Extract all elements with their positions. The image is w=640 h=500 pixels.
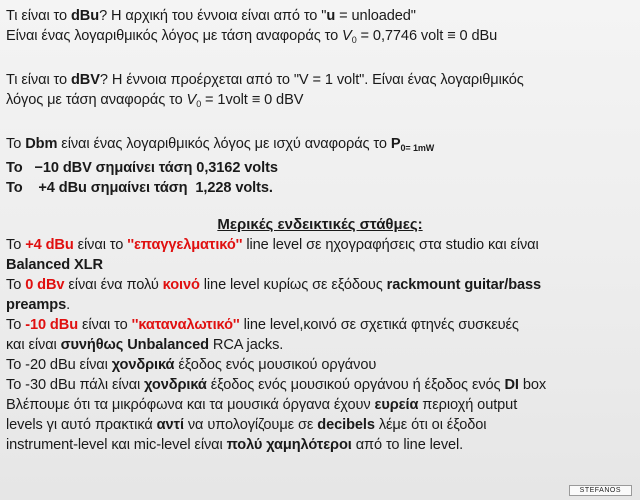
text-fragment: = unloaded"	[335, 8, 416, 24]
term-preamps: preamps	[6, 297, 67, 313]
term-rackmount: rackmount guitar/bass	[386, 277, 542, 293]
term-wide: ευρεία	[374, 397, 419, 413]
dbu-definition-line	[6, 26, 634, 50]
symbol-v: V	[186, 92, 197, 108]
text-fragment: από το line level.	[351, 437, 464, 453]
dbv-definition-line	[6, 90, 634, 114]
value-0-dbv: 0 dBv	[25, 277, 65, 293]
term-roughly: χονδρικά	[144, 377, 207, 393]
level-minus20-line	[6, 355, 634, 375]
term-u: u	[326, 8, 336, 24]
text-fragment: line level κυρίως σε εξόδους	[199, 277, 387, 293]
term-dbu: dBu	[70, 8, 100, 24]
text-fragment: να υπολογίζουμε σε	[183, 417, 318, 433]
text-fragment: instrument-level και mic-level είναι	[6, 437, 227, 453]
text-fragment: και είναι	[6, 337, 61, 353]
text-fragment: Βλέπουμε ότι τα μικρόφωνα και τα μουσικά όργανα έχουν	[6, 397, 375, 413]
term-common: κοινό	[162, 277, 200, 293]
text-fragment: RCA jacks.	[208, 337, 284, 353]
text-fragment: line level σε ηχογραφήσεις στα studio και είναι	[242, 237, 539, 253]
term-decibels: decibels	[317, 417, 375, 433]
spacer	[6, 198, 634, 212]
term-unbalanced: συνήθως Unbalanced	[60, 337, 209, 353]
dbu-question-line	[6, 6, 634, 26]
text-fragment: λέμε ότι οι έξοδοι	[374, 417, 487, 433]
text-fragment: Το -20 dBu είναι	[6, 357, 112, 373]
summary-line-1	[6, 395, 634, 415]
subscript-zero: 0	[196, 99, 202, 109]
spacer	[6, 50, 634, 70]
author-badge: STEFANOS	[569, 485, 632, 496]
text-fragment: line level,κοινό σε σχετικά φτηνές συσκευές	[239, 317, 519, 333]
term-roughly: χονδρικά	[111, 357, 175, 373]
summary-line-2	[6, 415, 634, 435]
text-fragment: λόγος με τάση αναφοράς το	[6, 92, 187, 108]
preamps-line	[6, 295, 634, 315]
text-fragment: έξοδος ενός μουσικού οργάνου ή έξοδος ενός	[206, 377, 505, 393]
text-fragment: Το -30 dBu πάλι είναι	[6, 377, 145, 393]
level-minus30-line	[6, 375, 634, 395]
text-fragment: Είναι ένας λογαριθμικός λόγος με τάση αναφοράς το	[6, 28, 343, 44]
levels-title: Μερικές ενδεικτικές στάθμες:	[217, 216, 423, 233]
subscript-zero: 0	[351, 35, 357, 45]
unbalanced-line	[6, 335, 634, 355]
term-consumer: ''καταναλωτικό''	[131, 317, 240, 333]
text-fragment: είναι το	[78, 317, 132, 333]
dbv-example-line: Το −10 dBV σημαίνει τάση 0,3162 volts	[6, 160, 278, 176]
subscript-1mw: 0= 1mW	[400, 143, 435, 153]
term-dbm: Dbm	[25, 136, 58, 152]
text-fragment: ? Η έννοια προέρχεται από το "V = 1 volt". Είναι ένας λογαριθμικός	[99, 72, 524, 88]
text-fragment: Το	[6, 317, 26, 333]
term-instead: αντί	[156, 417, 184, 433]
value-plus4-dbu: +4 dBu	[25, 237, 74, 253]
term-dbv: dBV	[70, 72, 100, 88]
term-professional: ''επαγγελματικό''	[127, 237, 243, 253]
symbol-p: P	[390, 136, 401, 152]
dbu-example-line: Το +4 dBu σημαίνει τάση 1,228 volts.	[6, 180, 273, 196]
level-minus10-line	[6, 315, 634, 335]
dbm-definition-line	[6, 134, 634, 158]
text-fragment: είναι ένας λογαριθμικός λόγος με ισχύ αναφοράς το	[57, 136, 391, 152]
text-fragment: Το	[6, 277, 26, 293]
symbol-v: V	[342, 28, 352, 44]
text-fragment: Τι είναι το	[6, 8, 71, 24]
text-fragment: είναι ένα πολύ	[64, 277, 163, 293]
level-0dbv-line	[6, 275, 634, 295]
text-fragment: .	[66, 297, 71, 313]
spacer	[6, 114, 634, 134]
text-fragment: = 1volt ≡ 0 dBV	[201, 92, 304, 108]
text-fragment: έξοδος ενός μουσικού οργάνου	[174, 357, 377, 373]
text-fragment: = 0,7746 volt ≡ 0 dBu	[356, 28, 498, 44]
term-di: DI	[504, 377, 519, 393]
text-fragment: ? Η αρχική του έννοια είναι από το "	[99, 8, 327, 24]
dbv-question-line	[6, 70, 634, 90]
text-fragment: Το	[6, 237, 26, 253]
level-plus4-line	[6, 235, 634, 255]
text-fragment: levels γι αυτό πρακτικά	[6, 417, 157, 433]
balanced-xlr-line: Balanced XLR	[6, 257, 103, 273]
text-fragment: Τι είναι το	[6, 72, 71, 88]
text-fragment: Το	[6, 136, 26, 152]
text-fragment: περιοχή output	[418, 397, 518, 413]
value-minus10-dbu: -10 dBu	[25, 317, 79, 333]
summary-line-3	[6, 435, 634, 455]
text-fragment: είναι το	[73, 237, 128, 253]
text-fragment: box	[518, 377, 547, 393]
term-much-lower: πολύ χαμηλότεροι	[226, 437, 352, 453]
